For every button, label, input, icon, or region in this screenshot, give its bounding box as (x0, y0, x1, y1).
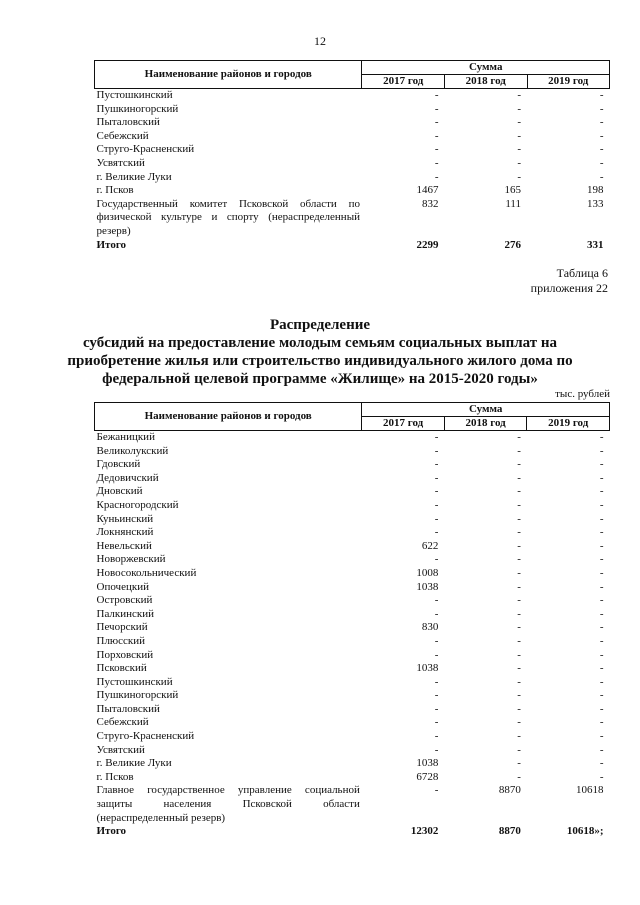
district-name: Гдовский (96, 458, 141, 471)
value-2019: - (599, 170, 604, 183)
value-2018: - (517, 770, 521, 783)
district-name: Пустошкинский (96, 89, 173, 101)
value-2017: 1038 (416, 757, 439, 770)
value-2017: - (434, 129, 439, 142)
table-row (95, 757, 610, 771)
district-table-bottom (94, 402, 610, 839)
value-2019: - (599, 716, 604, 729)
value-2018: 165 (504, 184, 521, 197)
table-body (95, 431, 610, 839)
value-2019: - (599, 143, 604, 156)
district-name: Главное государственное управление социальной защиты населения Псковской области (нераспределенный резерв) (96, 784, 360, 824)
district-name: Островский (96, 594, 153, 607)
value-2018: - (517, 156, 521, 169)
value-2019: - (599, 526, 604, 539)
header-year-2019: 2019 год (527, 417, 610, 431)
value-2017: - (434, 716, 439, 729)
value-2017: - (434, 730, 439, 743)
value-2017: 12302 (410, 825, 439, 838)
table-row (95, 553, 610, 567)
district-name: Государственный комитет Псковской области по физической культуре и спорту (нераспределенный резерв) (96, 197, 360, 237)
value-2019: - (599, 743, 604, 756)
district-name: Пушкиногорский (96, 689, 179, 702)
value-2017: 1038 (416, 662, 439, 675)
district-name: г. Великие Луки (96, 757, 172, 770)
value-2017: - (434, 553, 439, 566)
district-name: Опочецкий (96, 580, 149, 593)
table-row (95, 649, 610, 663)
district-name: Итого (96, 825, 127, 838)
value-2019: - (599, 621, 604, 634)
value-2019: - (599, 634, 604, 647)
value-2019: - (599, 566, 604, 579)
header-year-2017: 2017 год (362, 417, 445, 431)
value-2017: - (434, 156, 439, 169)
table-row (95, 431, 610, 445)
value-2018: - (517, 129, 521, 142)
value-2019: - (599, 689, 604, 702)
value-2019: - (599, 498, 604, 511)
table-row (95, 485, 610, 499)
value-2019: 331 (587, 238, 604, 251)
value-2019: - (599, 757, 604, 770)
value-2017: - (434, 675, 439, 688)
value-2018: - (517, 566, 521, 579)
table-total-row (95, 825, 610, 839)
district-name: Невельский (96, 539, 152, 552)
header-year-2018: 2018 год (444, 417, 526, 431)
table-row (95, 716, 610, 730)
value-2018: - (517, 757, 521, 770)
district-name: Себежский (96, 716, 149, 729)
value-2018: - (517, 702, 521, 715)
value-2017: - (434, 702, 439, 715)
value-2017: 1467 (416, 184, 439, 197)
value-2017: - (434, 689, 439, 702)
value-2018: - (517, 116, 521, 129)
value-2017: 2299 (416, 238, 439, 251)
district-name: Дедовичский (96, 471, 159, 484)
district-name: Порховский (96, 648, 154, 661)
district-name: Красногородский (96, 498, 179, 511)
table-row (95, 458, 610, 472)
value-2018: 111 (505, 197, 521, 210)
table-row (95, 621, 610, 635)
value-2018: - (517, 743, 521, 756)
district-name: Новоржевский (96, 553, 166, 566)
table-total-row (95, 239, 610, 253)
units-label: тыс. рублей (555, 388, 610, 400)
value-2017: - (434, 607, 439, 620)
table-row (95, 513, 610, 527)
value-2017: 622 (421, 539, 439, 552)
district-name: Пустошкинский (96, 675, 173, 688)
value-2017: - (434, 784, 439, 797)
district-name: г. Псков (96, 770, 134, 783)
value-2017: - (434, 102, 439, 115)
value-2017: - (434, 89, 439, 101)
value-2019: - (599, 129, 604, 142)
value-2019: - (599, 102, 604, 115)
value-2018: - (517, 580, 521, 593)
district-name: Куньинский (96, 512, 154, 525)
value-2019: - (599, 471, 604, 484)
value-2017: - (434, 170, 439, 183)
page-number: 12 (314, 34, 326, 48)
table-row (95, 143, 610, 157)
district-name: Усвятский (96, 743, 145, 756)
header-sum: Сумма (362, 61, 610, 75)
header-sum: Сумма (362, 403, 610, 417)
table-row (95, 171, 610, 185)
table-row (95, 157, 610, 171)
table-row (95, 526, 610, 540)
value-2019: - (599, 444, 604, 457)
table-body (95, 89, 610, 253)
district-name: Псковский (96, 662, 147, 675)
value-2019: - (599, 594, 604, 607)
table-row (95, 771, 610, 785)
value-2019: - (599, 512, 604, 525)
value-2019: - (599, 730, 604, 743)
value-2018: - (517, 553, 521, 566)
value-2017: 1008 (416, 566, 439, 579)
value-2019: - (599, 702, 604, 715)
value-2017: - (434, 743, 439, 756)
value-2018: - (517, 634, 521, 647)
value-2019: - (599, 89, 604, 101)
value-2017: - (434, 634, 439, 647)
value-2019: - (599, 485, 604, 498)
value-2018: - (517, 675, 521, 688)
title-line-3: приобретение жилья или строительство индивидуального жилого дома по (67, 353, 573, 369)
district-name: Дновский (96, 485, 143, 498)
title-line-1: Распределение (269, 317, 371, 333)
header-year-2019: 2019 год (527, 75, 610, 89)
value-2017: - (434, 485, 439, 498)
value-2017: - (434, 512, 439, 525)
title-line-2: субсидий на предоставление молодым семьям социальных выплат на (82, 335, 558, 351)
value-2018: - (517, 526, 521, 539)
value-2017: - (434, 431, 439, 443)
value-2019: - (599, 770, 604, 783)
header-district-name: Наименование районов и городов (95, 403, 362, 431)
value-2018: - (517, 102, 521, 115)
value-2018: 276 (504, 238, 521, 251)
value-2018: - (517, 485, 521, 498)
value-2018: - (517, 716, 521, 729)
value-2017: - (434, 498, 439, 511)
table-row (95, 594, 610, 608)
district-name: Плюсский (96, 634, 146, 647)
title-line-4: федеральной целевой программе «Жилище» на 2015-2020 годы» (102, 371, 538, 387)
value-2019: - (599, 553, 604, 566)
value-2017: 1038 (416, 580, 439, 593)
value-2017: - (434, 458, 439, 471)
district-table-top (94, 60, 610, 252)
value-2017: - (434, 471, 439, 484)
value-2019: - (599, 580, 604, 593)
district-name: Печорский (96, 621, 148, 634)
value-2018: - (517, 621, 521, 634)
value-2018: 8870 (498, 784, 521, 797)
table-row (95, 703, 610, 717)
value-2017: - (434, 526, 439, 539)
district-name: Пыталовский (96, 116, 160, 129)
district-name: г. Псков (96, 184, 134, 197)
table-row (95, 499, 610, 513)
table-row (95, 184, 610, 198)
value-2018: - (517, 143, 521, 156)
value-2018: - (517, 607, 521, 620)
table-caption (531, 266, 608, 296)
value-2018: - (517, 689, 521, 702)
value-2019: - (599, 607, 604, 620)
district-name: г. Великие Луки (96, 170, 172, 183)
district-name: Бежаницкий (96, 431, 155, 443)
value-2018: - (517, 662, 521, 675)
table-row (95, 472, 610, 486)
value-2017: 830 (421, 621, 439, 634)
value-2018: - (517, 539, 521, 552)
table-row (95, 581, 610, 595)
table-row (95, 540, 610, 554)
district-name: Палкинский (96, 607, 155, 620)
district-name: Струго-Красненский (96, 143, 195, 156)
table-row (95, 567, 610, 581)
district-name: Усвятский (96, 156, 145, 169)
value-2018: - (517, 594, 521, 607)
value-2018: - (517, 471, 521, 484)
district-name: Новосокольнический (96, 566, 197, 579)
table-row (95, 116, 610, 130)
value-2017: 6728 (416, 770, 439, 783)
value-2019: - (599, 539, 604, 552)
table-row (95, 676, 610, 690)
header-year-2018: 2018 год (445, 75, 527, 89)
table-caption-number: Таблица 6 (556, 266, 608, 280)
table-row (95, 445, 610, 459)
table-row (95, 689, 610, 703)
value-2018: - (517, 170, 521, 183)
value-2018: - (517, 458, 521, 471)
value-2019: 198 (587, 184, 604, 197)
table-row (95, 103, 610, 117)
table-row (95, 608, 610, 622)
district-name: Пушкиногорский (96, 102, 179, 115)
value-2018: - (517, 444, 521, 457)
district-name: Итого (96, 238, 127, 251)
table-row (95, 89, 610, 103)
district-name: Себежский (96, 129, 149, 142)
district-name: Пыталовский (96, 702, 160, 715)
value-2019: - (599, 431, 604, 443)
value-2018: - (517, 431, 521, 443)
value-2018: 8870 (498, 825, 521, 838)
table-row (95, 662, 610, 676)
document-title (40, 316, 600, 388)
table-row (95, 198, 610, 239)
table-caption-appendix: приложения 22 (530, 281, 608, 295)
district-name: Локнянский (96, 526, 154, 539)
value-2018: - (517, 512, 521, 525)
table-row (95, 730, 610, 744)
value-2017: - (434, 116, 439, 129)
table-row (95, 130, 610, 144)
table-row (95, 744, 610, 758)
value-2017: 832 (422, 197, 439, 210)
value-2018: - (517, 730, 521, 743)
value-2019: - (599, 648, 604, 661)
table-row (95, 635, 610, 649)
value-2019: - (599, 156, 604, 169)
value-2017: - (434, 594, 439, 607)
value-2017: - (434, 444, 439, 457)
value-2019: - (599, 675, 604, 688)
value-2019: - (599, 662, 604, 675)
district-name: Струго-Красненский (96, 730, 195, 743)
value-2019: 10618»; (566, 825, 604, 838)
value-2019: 133 (587, 197, 604, 210)
header-year-2017: 2017 год (362, 75, 445, 89)
value-2017: - (434, 143, 439, 156)
value-2019: - (599, 458, 604, 471)
district-name: Великолукский (96, 444, 169, 457)
header-district-name: Наименование районов и городов (95, 61, 362, 89)
value-2019: 10618 (576, 784, 604, 797)
value-2017: - (434, 648, 439, 661)
table-row (95, 784, 610, 825)
value-2018: - (517, 498, 521, 511)
value-2018: - (517, 648, 521, 661)
value-2018: - (517, 89, 521, 101)
value-2019: - (599, 116, 604, 129)
